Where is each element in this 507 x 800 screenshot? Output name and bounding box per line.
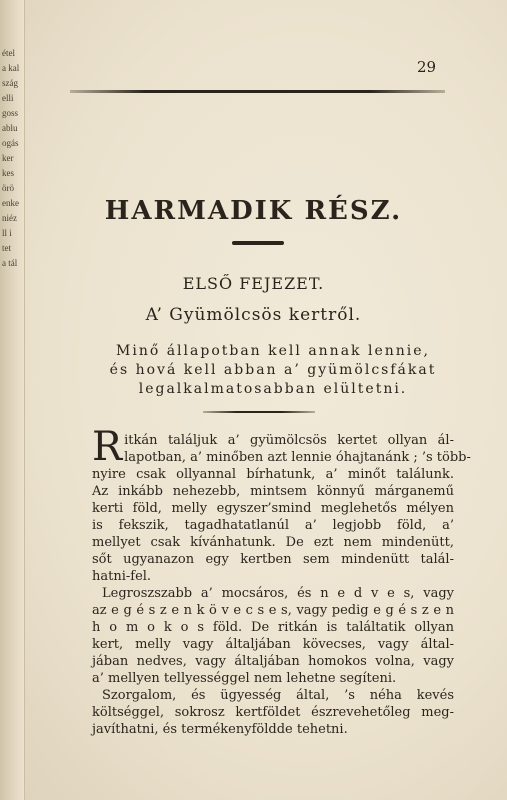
chapter-title: ELSŐ FEJEZET. [182,274,325,293]
margin-fragment: szág [2,78,18,88]
margin-fragment: niéz [2,213,17,223]
text-line: költséggel, sokrosz kertföldet észrevehetőleg meg- [92,705,454,720]
subtitle-line: legalkalmatosabban elültetni. [138,381,408,397]
margin-fragment: ablu [2,123,18,133]
text-line: javíthatni, és termékenyföldde tehetni. [92,722,348,737]
part-title: HARMADIK RÉSZ. [104,196,403,226]
text-line: Az inkább nehezebb, mintsem könnyű márganemű [92,484,454,499]
section-title: A’ Gyümölcsös kertről. [145,305,362,325]
text-line: itkán találjuk a’ gyümölcsös kertet ollyan ál- [124,433,454,448]
margin-fragment: enke [2,198,19,208]
text-line: kerti föld, melly egyszer’smind meglehetős mélyen [92,501,454,516]
text-line: Legroszszabb a’ mocsáros, és n e d v e s, vagy [102,586,454,601]
page-number: 29 [417,58,437,76]
subtitle-ornament [203,411,315,413]
margin-fragment: örö [2,183,14,193]
paragraph-1 [92,424,471,585]
margin-fragment: elli [2,93,14,103]
body-text [92,424,471,738]
text-line: hatni-fel. [92,569,152,584]
subtitle-line: és hová kell abban a’ gyümölcsfákat [109,362,437,378]
text-line: a’ mellyen tellyességgel nem lehetne segíteni. [92,671,397,686]
margin-fragment: tet [2,243,11,253]
text-line: lapotban, a’ minőben azt lennie óhajtanánk ; ’s több- [124,450,471,465]
paragraph-3 [92,687,454,738]
title-ornament [232,241,284,245]
margin-fragment: kes [2,168,14,178]
text-line: kert, melly vagy általjában kövecses, vagy által- [92,637,454,652]
text-line: sőt ugyanazon egy kertben sem mindenütt talál- [92,552,454,567]
text-line: h o m o k o s föld. De ritkán is találtatik ollyan [92,620,454,635]
text-line: jában nedves, vagy általjában homokos volna, vagy [92,654,454,669]
text-line: is fekszik, tagadhatatlanúl a’ legjobb föld, a’ [92,518,454,533]
margin-fragment: ogás [2,138,19,148]
section-subtitle [92,342,454,399]
margin-fragment: a tál [2,258,18,268]
margin-fragment: étel [2,48,15,58]
text-line: az e g é s z e n k ö v e c s e s, vagy pedig e g é s z e n [92,603,454,618]
text-line: nyire csak ollyannal bírhatunk, a’ minőt találunk. [92,467,454,482]
paragraph-2 [92,585,454,687]
text-line: mellyet csak kívánhatunk. De ezt nem mindenütt, [92,535,454,550]
subtitle-line: Minő állapotban kell annak lennie, [116,343,430,359]
margin-fragment: a kal [2,63,20,73]
margin-fragment: ll i [2,228,12,238]
text-line: Szorgalom, és ügyesség által, ’s néha kevés [102,688,454,703]
header-rule [70,90,445,93]
drop-cap: R [92,424,123,470]
margin-fragment: ker [2,153,14,163]
margin-fragment: goss [2,108,19,118]
previous-page-edge [0,0,25,800]
